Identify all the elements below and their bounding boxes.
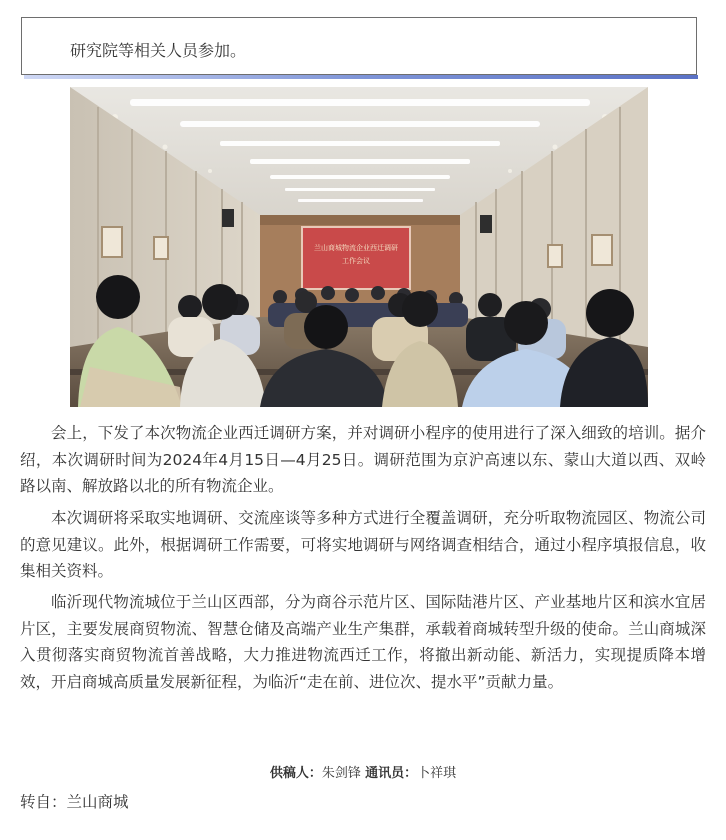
intro-box-accent-bar xyxy=(24,75,698,79)
meeting-photo xyxy=(70,87,648,407)
paragraph-meeting: 会上，下发了本次物流企业西迁调研方案，并对调研小程序的使用进行了深入细致的培训。据介绍，本次调研时间为2024年4月15日—4月25日。调研范围为京沪高速以东、蒙山大道以西、双岭路以南、解放路以北的所有物流企业。 xyxy=(20,424,706,495)
contributor-label: 供稿人： xyxy=(269,766,322,781)
credit-line xyxy=(0,762,726,781)
contributor-name: 朱剑锋 xyxy=(321,766,361,781)
intro-box xyxy=(21,17,697,75)
correspondent-name: 卜祥琪 xyxy=(417,766,457,781)
source-line: 转自：兰山商城 xyxy=(20,793,129,811)
screen-title-line2: 工作会议 xyxy=(342,257,370,265)
meeting-photo-illustration xyxy=(70,87,648,407)
paragraph-methods: 本次调研将采取实地调研、交流座谈等多种方式进行全覆盖调研，充分听取物流园区、物流公司的意见建议。此外，根据调研工作需要，可将实地调研与网络调查相结合，通过小程序填报信息，收集相关资料。 xyxy=(20,509,706,580)
correspondent-label: 通讯员： xyxy=(365,766,418,781)
paragraph-logistics-city: 临沂现代物流城位于兰山区西部，分为商谷示范片区、国际陆港片区、产业基地片区和滨水宜居片区，主要发展商贸物流、智慧仓储及高端产业生产集群，承载着商城转型升级的使命。兰山商城深入贯彻落实商贸物流首善战略，大力推进物流西迁工作，将撤出新动能、新活力，实现提质降本增效，开启商城高质量发展新征程，为临沂“走在前、进位次、提水平”贡献力量。 xyxy=(20,593,706,691)
screen-title-line1: 兰山商城物流企业西迁调研 xyxy=(314,244,398,252)
intro-text: 研究院等相关人员参加。 xyxy=(70,41,247,60)
